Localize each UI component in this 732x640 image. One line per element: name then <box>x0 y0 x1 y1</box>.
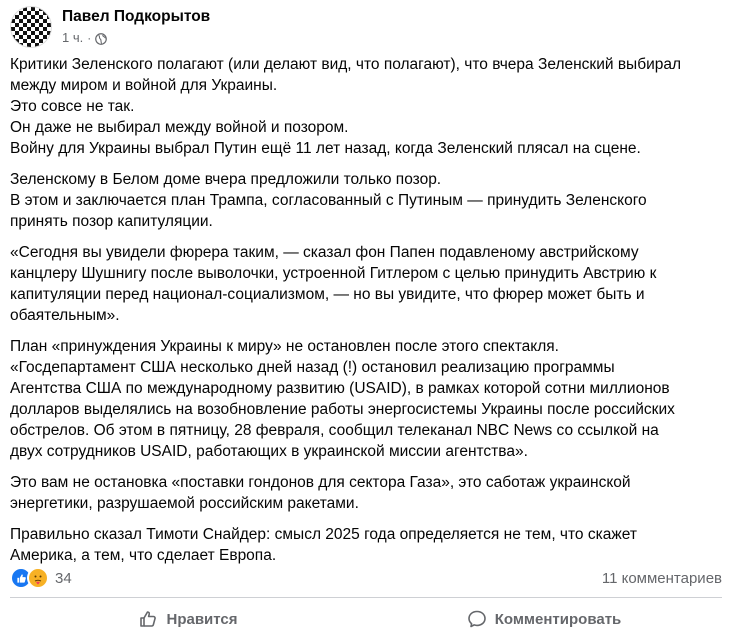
post-text-line: Критики Зеленского полагают (или делают вид, что полагают), что вчера Зеленский выбирал <box>10 56 682 73</box>
post-subline <box>62 29 210 47</box>
comment-count[interactable]: 11 комментариев <box>601 569 722 587</box>
reactions-summary[interactable] <box>10 567 72 589</box>
post-paragraph <box>10 472 722 514</box>
post-paragraph <box>10 54 722 159</box>
reaction-count: 34 <box>55 569 72 587</box>
post-text <box>10 54 722 576</box>
comment-button[interactable] <box>366 602 722 636</box>
post-text-line: долларов выделялись на возобновление работы энергосистемы Украины после российских <box>10 401 675 418</box>
post-actions <box>10 602 722 636</box>
like-button[interactable] <box>10 602 366 636</box>
thumbs-up-icon <box>138 609 158 629</box>
post-text-line: канцлеру Шушнигу после выволочки, устроенной Гитлером с целью принудить Австрию к <box>10 265 657 282</box>
post-text-line: Это совсе не так. <box>10 98 135 115</box>
avatar[interactable] <box>10 6 52 48</box>
comment-icon <box>467 609 487 629</box>
post-header <box>10 4 210 50</box>
post-text-line: План «принуждения Украины к миру» не остановлен после этого спектакля. <box>10 338 559 355</box>
post-text-line: «Госдепартамент США несколько дней назад (!) остановил реализацию программы <box>10 359 615 376</box>
post-text-line: обстрелов. Об этом в пятницу, 28 февраля, сообщил телеканал NBC News со ссылкой на <box>10 422 659 439</box>
post-text-line: энергетики, разрушаемой российским ракетами. <box>10 495 359 512</box>
post-text-line: Войну для Украины выбрал Путин ещё 11 лет назад, когда Зеленский плясал на сцене. <box>10 140 641 157</box>
post-text-line: принять позор капитуляции. <box>10 213 213 230</box>
post-text-line: «Сегодня вы увидели фюрера таким, — сказал фон Папен подавленому австрийскому <box>10 244 639 261</box>
separator-dot: · <box>87 31 92 45</box>
post-text-line: капитуляции перед национал-социализмом, — но вы увидите, что фюрер может быть и <box>10 286 645 303</box>
post-meta <box>62 7 210 47</box>
post-text-line: двух сотрудников USAID, работающих в украинской миссии агентства». <box>10 443 528 460</box>
care-icon <box>27 567 49 589</box>
post-text-line: обаятельным». <box>10 307 120 324</box>
comment-label: Комментировать <box>494 610 622 628</box>
post-text-line: Он даже не выбирал между войной и позором. <box>10 119 349 136</box>
post-paragraph <box>10 169 722 232</box>
like-label: Нравится <box>166 610 238 628</box>
post-time[interactable]: 1 ч. <box>62 30 84 45</box>
post-stats <box>10 566 722 590</box>
author-name[interactable]: Павел Подкорытов <box>62 8 211 25</box>
post-text-line: Правильно сказал Тимоти Снайдер: смысл 2025 года определяется не тем, что скажет <box>10 526 637 543</box>
post-paragraph <box>10 524 722 566</box>
actions-divider <box>10 597 722 598</box>
globe-icon[interactable] <box>95 32 107 44</box>
post-text-line: Зеленскому в Белом доме вчера предложили только позор. <box>10 171 442 188</box>
post-paragraph <box>10 336 722 462</box>
post-text-line: Это вам не остановка «поставки гондонов для сектора Газа», это саботаж украинской <box>10 474 631 491</box>
post-text-line: Агентства США по международному развитию (USAID), в рамках которой сотни миллионов <box>10 380 670 397</box>
post-text-line: Америка, а тем, что сделает Европа. <box>10 547 277 564</box>
post-paragraph <box>10 242 722 326</box>
post-text-line: между миром и войной для Украины. <box>10 77 278 94</box>
post-text-line: В этом и заключается план Трампа, согласованный с Путиным — принудить Зеленского <box>10 192 647 209</box>
